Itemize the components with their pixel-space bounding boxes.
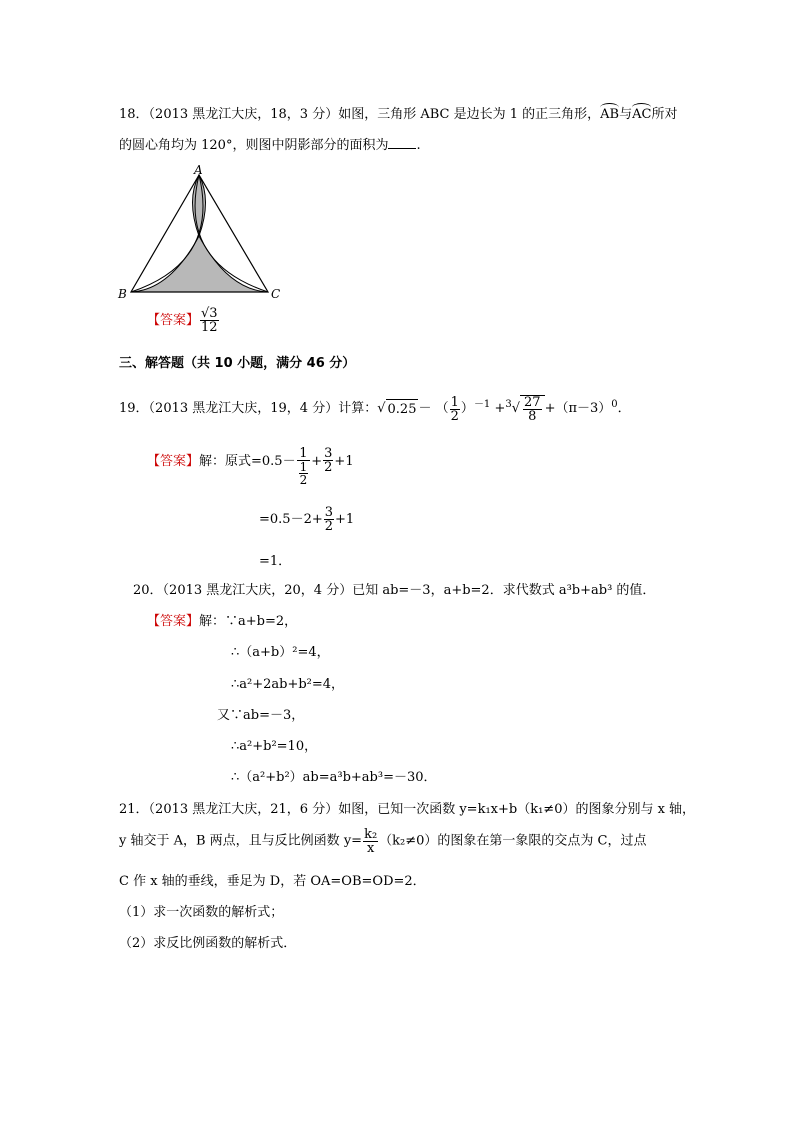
q19-answer-step1: 【答案】解：原式=0.5－ $\frac{1}{\frac{1}{2}}$ + $\frac{3}{2}$ +1 (147, 446, 354, 487)
q21-line3: C 作 x 轴的垂线，垂足为 D，若 OA=OB=OD=2． (119, 874, 426, 889)
q20-answer-line6: ∴（a²+b²）ab=a³b+ab³=－30． (231, 770, 437, 785)
q19-answer-step3: =1． (259, 554, 292, 569)
q20-prompt: 20．（2013 黑龙江大庆，20，4 分）已知 ab=－3，a+b=2．求代数式 a³b+ab³ 的值． (133, 583, 656, 598)
exponent-neg-one: －1 (473, 399, 491, 410)
answer-tag: 【答案】 (147, 614, 200, 629)
answer-blank (388, 137, 416, 149)
cube-root-index: 3 (505, 399, 512, 410)
q20-answer-line5: ∴a²+b²=10， (231, 739, 318, 754)
q21-line2: y 轴交于 A，B 两点，且与反比例函数 y= $\frac{\text{k₂}}{x}$ （k₂≠0）的图象在第一象限的交点为 C，过点 (119, 827, 647, 856)
vertex-label-c: C (271, 287, 281, 301)
section-heading: 三、解答题（共 10 小题，满分 46 分） (119, 356, 356, 371)
q21-part1: （1）求一次函数的解析式； (119, 905, 284, 920)
q21-part2: （2）求反比例函数的解析式． (119, 936, 297, 951)
complex-fraction: $\frac{1}{\frac{1}{2}}$ (297, 447, 311, 486)
triangle-figure (115, 160, 290, 305)
exponent-zero: 0 (611, 399, 618, 410)
arc-ac: AC (632, 107, 652, 122)
k2-over-x-fraction: $\frac{\text{k₂}}{x}$ (364, 827, 378, 856)
q19-line: 19．（2013 黑龙江大庆，19，4 分）计算：√ 0.25 － （ $\frac{1}{2}$ ）$^{-1}$ +$^3$√ $\frac{27}{8}$ $+(\pi-3)^0$． (119, 394, 631, 424)
vertex-label-b: B (118, 287, 127, 301)
arc-ab: AB (600, 107, 620, 122)
q20-answer-line3: ∴a²+2ab+b²=4， (231, 677, 345, 692)
shaded-region-upper (193, 175, 206, 236)
q18-line1: 18．（2013 黑龙江大庆，18，3 分）如图，三角形 ABC 是边长为 1 的正三角形，AB与AC所对 (119, 107, 678, 122)
q19-answer-step2: =0.5－2+ $\frac{3}{2}$ +1 (259, 505, 355, 534)
sqrt-value: 0.25 (386, 399, 419, 420)
answer-tag: 【答案】 (147, 313, 200, 328)
answer-tag: 【答案】 (147, 454, 200, 469)
vertex-label-a: A (194, 163, 203, 177)
half-fraction: $\frac{1}{2}$ (450, 394, 459, 424)
cube-root-radicand: $\frac{27}{8}$ (520, 395, 545, 423)
q21-line1: 21．（2013 黑龙江大庆，21，6 分）如图，已知一次函数 y=k₁x+b（k₁≠0）的图象分别与 x 轴， (119, 802, 696, 817)
q20-answer-line2: ∴（a+b）²=4， (231, 645, 330, 660)
three-halves-fraction: $\frac{3}{2}$ (324, 505, 334, 534)
q18-answer (147, 307, 220, 334)
answer-fraction: $\frac{√3}{12}$ (201, 306, 218, 335)
q20-answer-line1: 【答案】解：∵a+b=2， (147, 614, 298, 629)
three-halves-fraction: $\frac{3}{2}$ (324, 446, 333, 475)
q20-answer-line4: 又∵ab=－3， (217, 708, 305, 723)
q18-line2: 的圆心角均为 120°，则图中阴影部分的面积为 . (119, 138, 421, 153)
